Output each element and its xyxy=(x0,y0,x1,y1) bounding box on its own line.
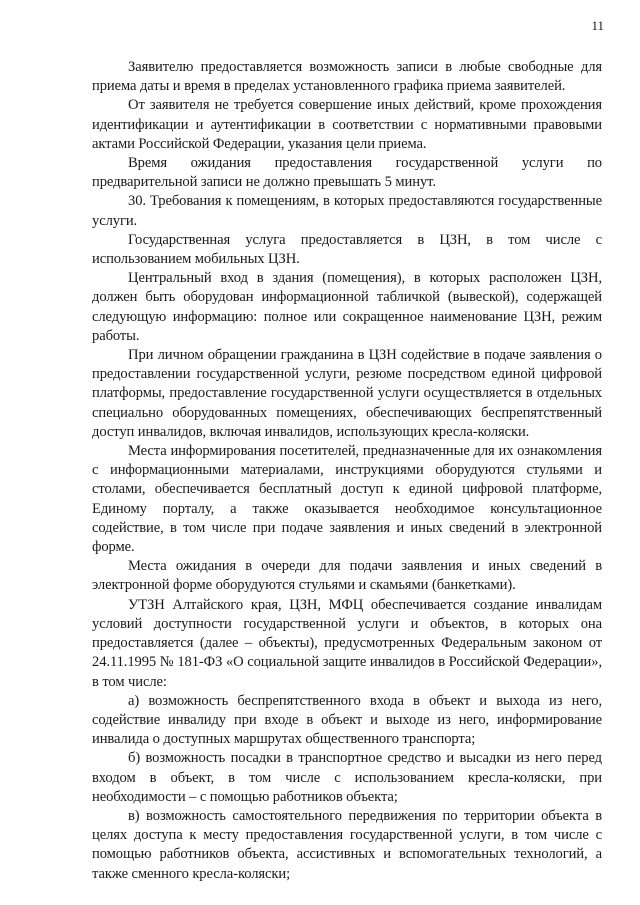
paragraph-identification: От заявителя не требуется совершение иных действий, кроме прохождения идентификации и аутентификации в соответствии с нормативными правовыми актами Российской Федерации, указания цели приема. xyxy=(92,97,602,152)
paragraph-central-entrance: Центральный вход в здания (помещения), в которых расположен ЦЗН, должен быть оборудован информационной табличкой (вывеской), содержащей следующую информацию: полное или сокращенное наименование ЦЗН, режим работы. xyxy=(92,270,602,344)
paragraph-personal-visit: При личном обращении гражданина в ЦЗН содействие в подаче заявления о предоставлении государственной услуги, резюме посредством единой цифровой платформы, предоставление государственной услуги осуществляется в отдельных специально оборудованных помещениях, обеспечивающих беспрепятственный доступ инвалидов, включая инвалидов, использующих кресла-коляски. xyxy=(92,347,602,440)
list-item-b: б) возможность посадки в транспортное средство и высадки из него перед входом в объект, в том числе с использованием кресла-коляски, при необходимости – с помощью работников объекта; xyxy=(92,750,602,805)
paragraph-appointment-slots: Заявителю предоставляется возможность записи в любые свободные для приема даты и время в пределах установленного графика приема заявителей. xyxy=(92,59,602,95)
list-item-v: в) возможность самостоятельного передвижения по территории объекта в целях доступа к месту предоставления государственной услуги, в том числе с помощью работников объекта, ассистивных и вспомогательных технологий, а также сменного кресла-коляски; xyxy=(92,807,602,882)
paragraph-waiting-places: Места ожидания в очереди для подачи заявления и иных сведений в электронной форме оборудуются стульями и скамьями (банкетками). xyxy=(92,558,602,594)
page-number: 11 xyxy=(591,18,604,33)
paragraph-accessibility-conditions: УТЗН Алтайского края, ЦЗН, МФЦ обеспечивается создание инвалидам условий доступности государственной услуги и объектов, в которых она предоставляется (далее – объекты), предусмотренных Федеральным законом от 24.11.1995 № 181-ФЗ «О социальной защите инвалидов в Российской Федерации», в том числе: xyxy=(92,596,602,690)
paragraph-waiting-time: Время ожидания предоставления государственной услуги по предварительной записи не должно превышать 5 минут. xyxy=(92,155,602,191)
paragraph-information-places: Места информирования посетителей, предназначенные для их ознакомления с информационными материалами, инструкциями оборудуются стульями и столами, обеспечивается бесплатный доступ к единой цифровой платформе, Единому порталу, а также оказывается необходимое консультационное содействие, в том числе при подаче заявления и иных сведений в электронной форме. xyxy=(92,443,602,556)
paragraph-service-location: Государственная услуга предоставляется в ЦЗН, в том числе с использованием мобильных ЦЗН. xyxy=(92,231,602,268)
document-body xyxy=(92,58,602,884)
paragraph-premises-requirements: 30. Требования к помещениям, в которых предоставляются государственные услуги. xyxy=(92,193,602,229)
list-item-a: а) возможность беспрепятственного входа в объект и выхода из него, содействие инвалиду при входе в объект и выходе из него, информирование инвалида о доступных маршрутах общественного транспорта; xyxy=(92,692,602,748)
